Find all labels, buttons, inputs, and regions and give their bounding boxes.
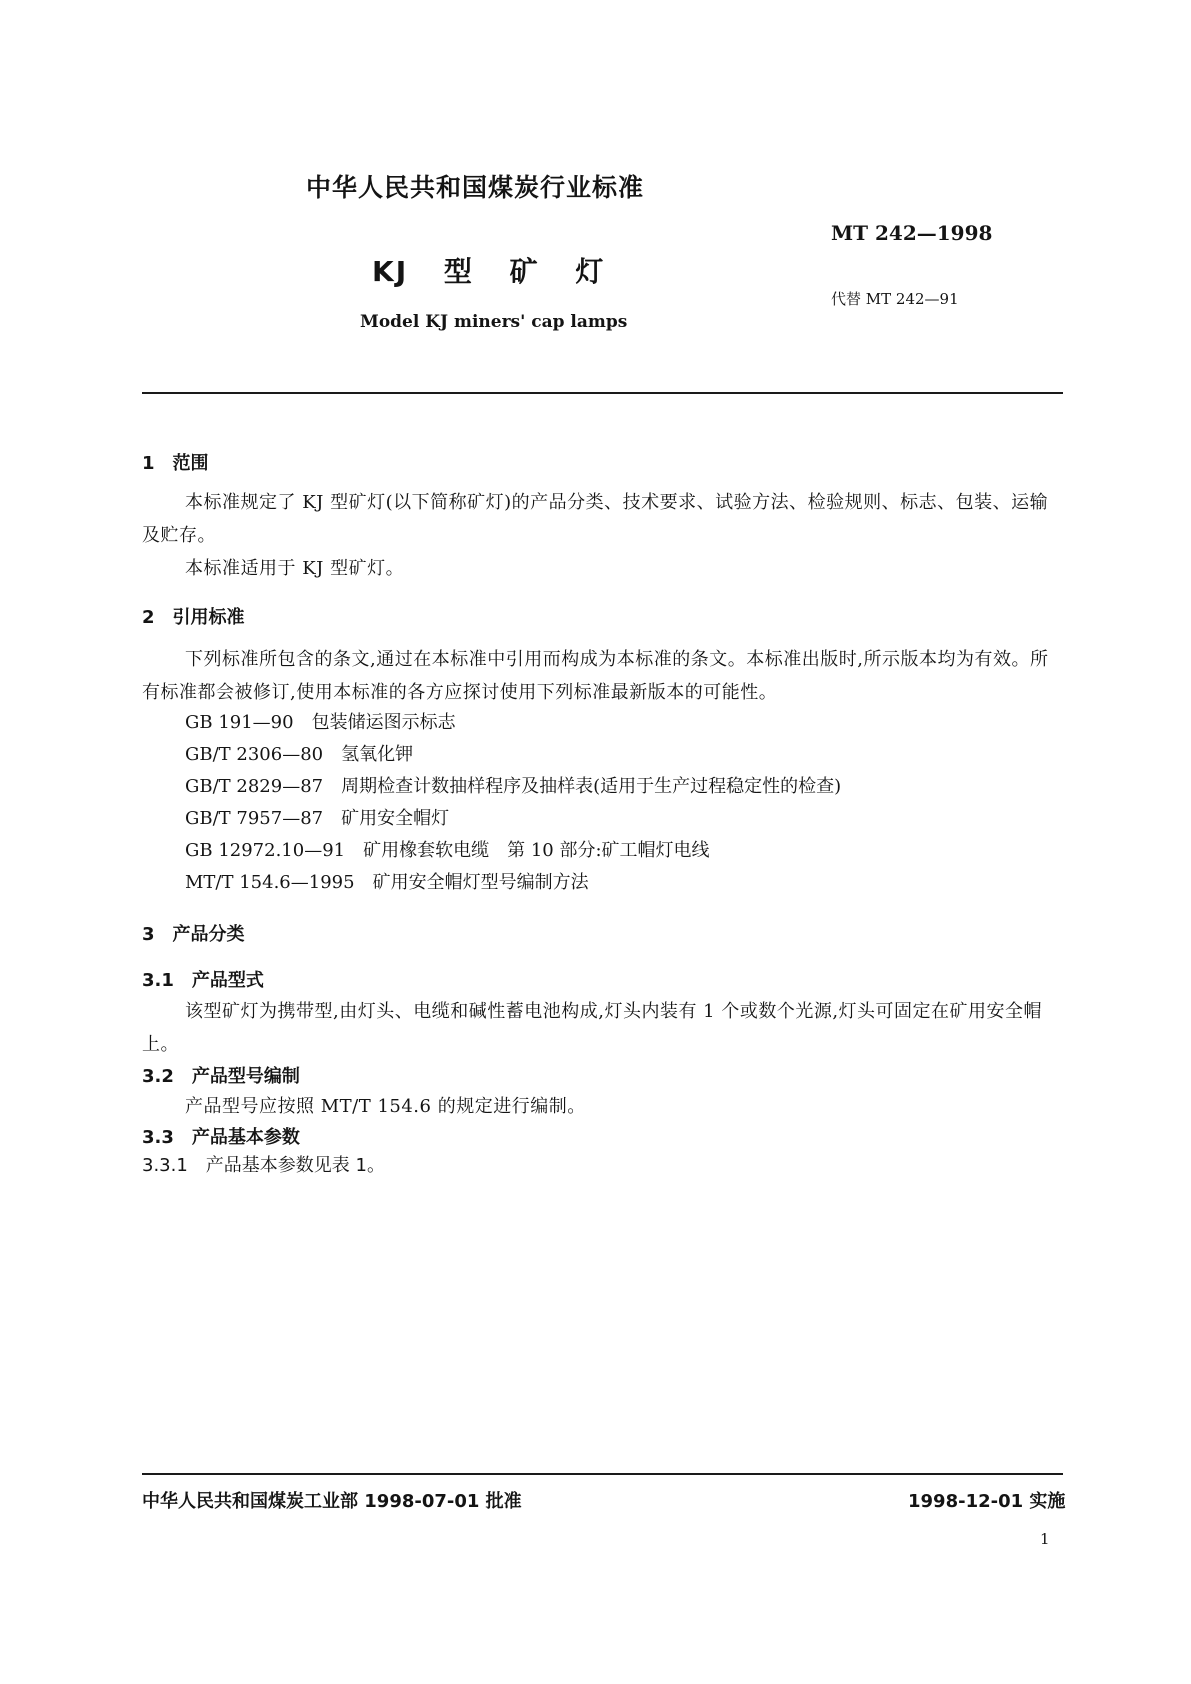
reference-item: [185, 707, 456, 739]
reference-title: 氢氧化钾: [341, 744, 414, 765]
standard-category: 中华人民共和国煤炭行业标准: [306, 173, 645, 202]
section-3-heading: 3 产品分类: [142, 924, 245, 945]
reference-code: GB/T 2829—87: [185, 776, 324, 797]
reference-item: [185, 803, 449, 835]
section-3-3-1-text: 3.3.1 产品基本参数见表 1。: [142, 1155, 385, 1176]
document-subtitle-en: Model KJ miners' cap lamps: [360, 312, 628, 332]
implementation-date: 1998-12-01 实施: [908, 1491, 1066, 1512]
reference-title: 矿用橡套软电缆 第 10 部分:矿工帽灯电线: [363, 840, 710, 861]
reference-title: 包装储运图示标志: [311, 712, 456, 733]
header-divider: [142, 392, 1063, 394]
replaces-standard: 代替 MT 242—91: [831, 290, 959, 308]
reference-item: [185, 835, 710, 867]
reference-code: GB 12972.10—91: [185, 840, 346, 861]
reference-code: GB 191—90: [185, 712, 294, 733]
reference-item: [185, 739, 413, 771]
reference-code: GB/T 7957—87: [185, 808, 324, 829]
reference-title: 周期检查计数抽样程序及抽样表(适用于生产过程稳定性的检查): [341, 776, 842, 797]
section-2-heading: 2 引用标准: [142, 607, 245, 628]
reference-item: [185, 771, 841, 803]
footer-divider: [142, 1473, 1063, 1475]
section-3-1-text: 该型矿灯为携带型,由灯头、电缆和碱性蓄电池构成,灯头内装有 1 个或数个光源,灯头可固定在矿用安全帽上。: [142, 1001, 1043, 1055]
section-3-3-heading: 3.3 产品基本参数: [142, 1127, 300, 1148]
section-1-paragraph-1: 本标准规定了 KJ 型矿灯(以下简称矿灯)的产品分类、技术要求、试验方法、检验规则、标志、包装、运输及贮存。: [142, 492, 1049, 546]
reference-code: MT/T 154.6—1995: [185, 872, 355, 893]
document-title: KJ 型 矿 灯: [372, 255, 606, 288]
section-1-heading: 1 范围: [142, 453, 209, 474]
section-2-intro: 下列标准所包含的条文,通过在本标准中引用而构成为本标准的条文。本标准出版时,所示版本均为有效。所有标准都会被修订,使用本标准的各方应探讨使用下列标准最新版本的可能性。: [142, 649, 1049, 703]
reference-code: GB/T 2306—80: [185, 744, 324, 765]
reference-title: 矿用安全帽灯型号编制方法: [372, 872, 589, 893]
section-3-1-heading: 3.1 产品型式: [142, 970, 264, 991]
section-3-2-text: 产品型号应按照 MT/T 154.6 的规定进行编制。: [185, 1096, 586, 1117]
reference-item: [185, 867, 589, 899]
approval-line: 中华人民共和国煤炭工业部 1998-07-01 批准: [142, 1491, 522, 1512]
section-3-2-heading: 3.2 产品型号编制: [142, 1066, 300, 1087]
section-1-paragraph-2: 本标准适用于 KJ 型矿灯。: [185, 558, 405, 579]
standard-number: MT 242—1998: [831, 221, 993, 245]
reference-title: 矿用安全帽灯: [341, 808, 450, 829]
page-number: 1: [1040, 1530, 1050, 1548]
